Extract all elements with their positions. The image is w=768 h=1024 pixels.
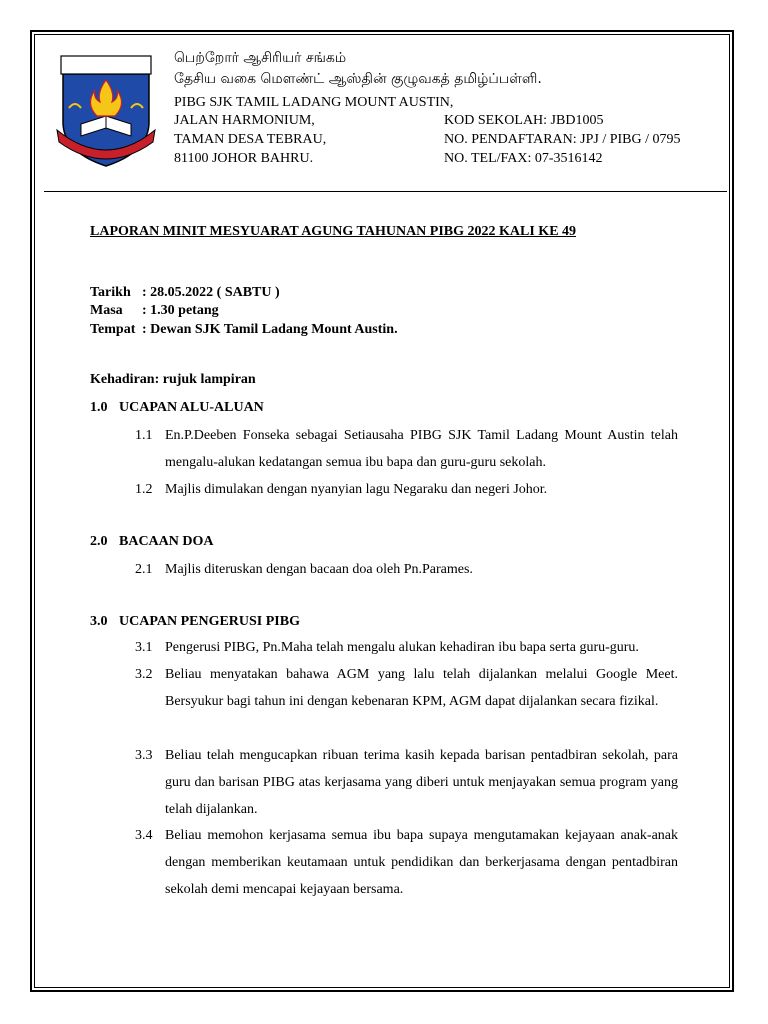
document-title: LAPORAN MINIT MESYUARAT AGUNG TAHUNAN PIBG 2022 KALI KE 49 (90, 224, 577, 239)
section-title: UCAPAN ALU-ALUAN (119, 400, 264, 415)
item-text: Majlis diteruskan dengan bacaan doa oleh Pn.Parames. (165, 562, 473, 577)
header-address-3: 81100 JOHOR BAHRU. (174, 151, 314, 166)
header-tamil-association: பெற்றோர் ஆசிரியர் சங்கம் (174, 50, 347, 66)
item-number: 1.2 (135, 482, 153, 497)
item-text: En.P.Deeben Fonseka sebagai Setiausaha PIBG SJK Tamil Ladang Mount Austin telah mengalu-alukan kedatangan semua ibu bapa dan guru-guru sekolah. (165, 428, 678, 470)
school-logo-emblem (55, 52, 157, 172)
meta-date-label: Tarikh (90, 285, 131, 300)
section-heading (90, 614, 300, 630)
list-item (135, 476, 678, 503)
section-number: 1.0 (90, 400, 108, 415)
header-school-code: KOD SEKOLAH: JBD1005 (444, 113, 604, 128)
list-item (135, 661, 678, 715)
item-text: Beliau telah mengucapkan ribuan terima kasih kepada barisan pentadbiran sekolah, para guru dan barisan PIBG atas kerjasama yang diberi untuk menjayakan semua program yang telah dijalankan. (165, 748, 678, 817)
item-text: Beliau memohon kerjasama semua ibu bapa supaya mengutamakan kejayaan anak-anak dengan memberikan keutamaan untuk pendidikan dan berkerjasama dengan pentadbiran sekolah demi mencapai kejayaan bersama. (165, 828, 678, 897)
item-number: 3.2 (135, 667, 153, 682)
item-number: 3.4 (135, 828, 153, 843)
meta-date (90, 284, 280, 302)
header-divider (44, 191, 727, 192)
section-title: BACAAN DOA (119, 534, 214, 549)
meta-time (90, 302, 219, 320)
meta-date-value: : 28.05.2022 ( SABTU ) (142, 285, 280, 300)
item-number: 3.3 (135, 748, 153, 763)
header-tel-fax: NO. TEL/FAX: 07-3516142 (444, 151, 603, 166)
list-item (135, 742, 678, 823)
header-org-name: PIBG SJK TAMIL LADANG MOUNT AUSTIN, (174, 95, 454, 110)
meta-venue-label: Tempat (90, 322, 136, 337)
header-registration-no: NO. PENDAFTARAN: JPJ / PIBG / 0795 (444, 132, 681, 147)
item-text: Majlis dimulakan dengan nyanyian lagu Negaraku dan negeri Johor. (165, 482, 548, 497)
header-address-1: JALAN HARMONIUM, (174, 113, 315, 128)
header-tamil-school: தேசிய வகை மௌண்ட் ஆஸ்தின் குழுவகத் தமிழ்ப்பள்ளி. (174, 71, 542, 87)
section-number: 3.0 (90, 614, 108, 629)
list-item (135, 556, 678, 583)
item-text: Pengerusi PIBG, Pn.Maha telah mengalu alukan kehadiran ibu bapa serta guru-guru. (165, 640, 639, 655)
section-title: UCAPAN PENGERUSI PIBG (119, 614, 300, 629)
item-number: 1.1 (135, 428, 153, 443)
section-heading (90, 534, 214, 550)
item-number: 3.1 (135, 640, 153, 655)
item-text: Beliau menyatakan bahawa AGM yang lalu telah dijalankan melalui Google Meet. Bersyukur bagi tahun ini dengan kebenaran KPM, AGM dapat dijalankan secara fizikal. (165, 667, 678, 709)
item-number: 2.1 (135, 562, 153, 577)
meta-attendance: Kehadiran: rujuk lampiran (90, 372, 256, 387)
list-item (135, 422, 678, 476)
section-number: 2.0 (90, 534, 108, 549)
meta-venue (90, 321, 398, 339)
list-item (135, 634, 678, 661)
meta-time-value: : 1.30 petang (142, 303, 219, 318)
meta-venue-value: : Dewan SJK Tamil Ladang Mount Austin. (142, 322, 398, 337)
list-item (135, 822, 678, 903)
header-address-2: TAMAN DESA TEBRAU, (174, 132, 327, 147)
section-heading (90, 400, 264, 416)
meta-time-label: Masa (90, 303, 123, 318)
